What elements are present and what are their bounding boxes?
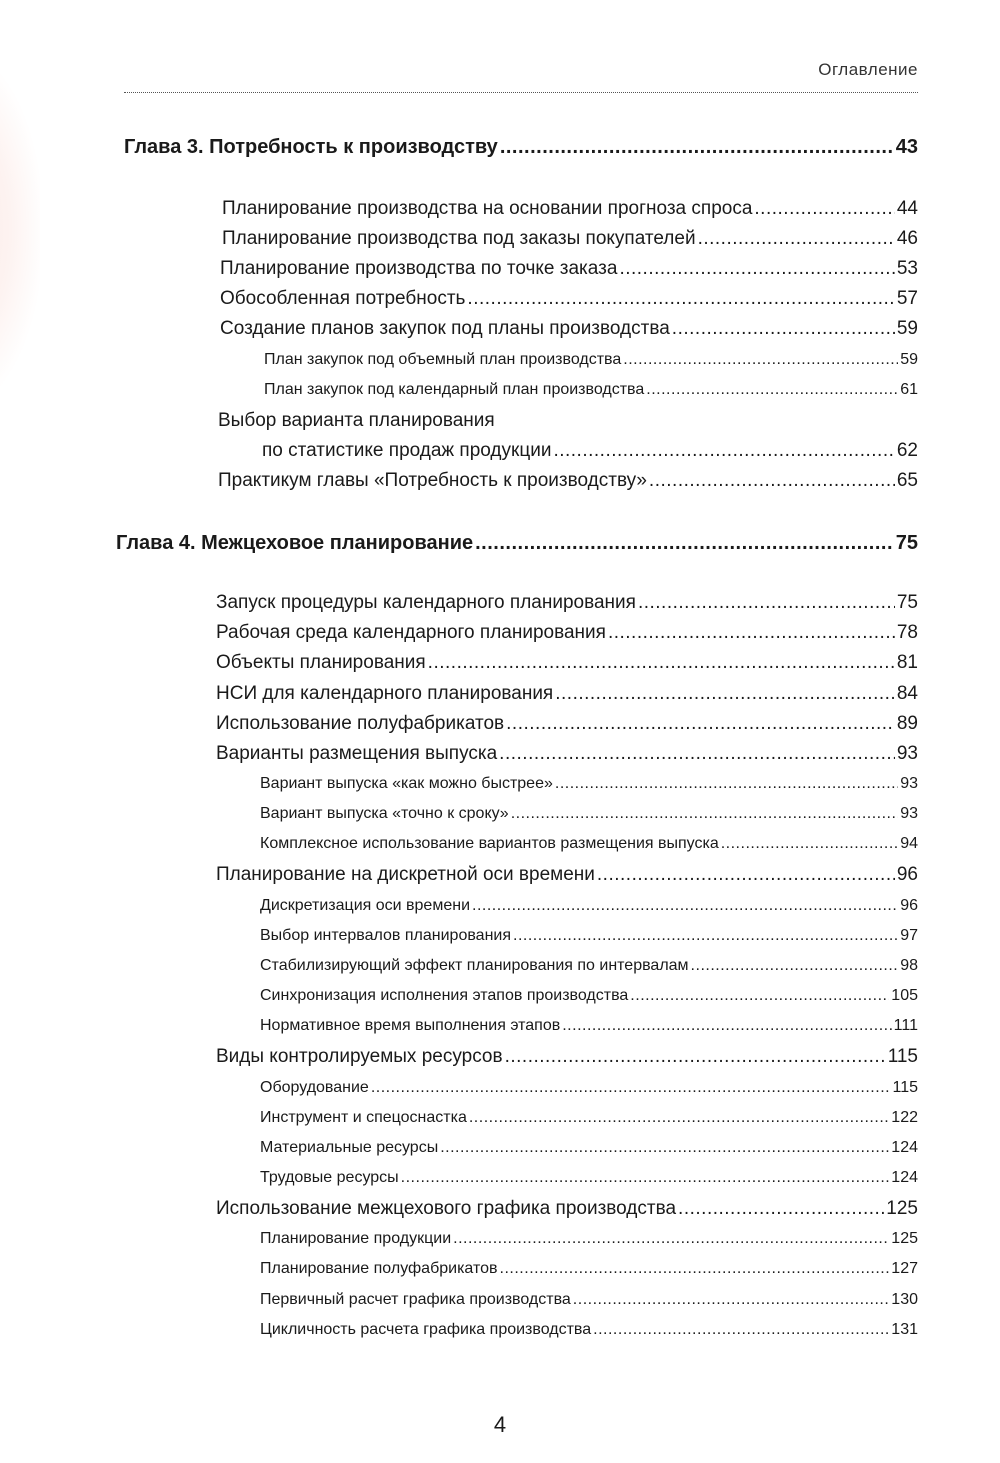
entry-title: Стабилизирующий эффект планирования по интервалам [260,957,689,974]
toc-entry[interactable] [222,228,918,250]
page-ref: 62 [896,440,918,461]
toc-subentry[interactable] [260,1169,918,1187]
toc-subentry[interactable] [260,1139,918,1157]
dot-leader [573,1291,890,1309]
toc-entry[interactable] [220,318,918,340]
entry-title: НСИ для календарного планирования [216,683,554,704]
dot-leader [472,897,898,915]
entry-title: Планирование производства на основании прогноза спроса [222,198,753,219]
paper-stain [0,60,40,400]
entry-title: Рабочая среда календарного планирования [216,622,606,643]
entry-title: Планирование полуфабрикатов [260,1260,498,1277]
toc-subentry[interactable] [260,1321,918,1339]
entry-title: Комплексное использование вариантов размещения выпуска [260,835,719,852]
toc-subentry[interactable] [260,987,918,1005]
page-ref: 46 [896,228,918,249]
dot-leader [649,470,895,492]
chapter-3-heading[interactable] [124,136,918,159]
dot-leader [401,1169,890,1187]
toc-entry[interactable] [216,683,918,705]
toc-subentry[interactable] [260,927,918,945]
page-ref: 97 [900,927,918,944]
toc-subentry[interactable] [260,1079,918,1097]
page-ref: 96 [896,864,918,885]
page-ref: 93 [896,743,918,764]
toc-subentry[interactable] [264,351,918,369]
page-ref: 94 [900,835,918,852]
toc-subentry[interactable] [260,1230,918,1248]
toc-subentry[interactable] [260,805,918,823]
entry-title: Нормативное время выполнения этапов [260,1017,561,1034]
page-ref: 75 [895,532,918,554]
page-ref: 89 [896,713,918,734]
running-header: Оглавление [818,60,918,79]
page-ref: 125 [891,1230,918,1247]
page-ref: 75 [896,592,918,613]
dot-leader [500,136,894,159]
dot-leader [630,987,889,1005]
entry-title: Дискретизация оси времени [260,897,470,914]
entry-title: Объекты планирования [216,652,426,673]
toc-entry[interactable] [216,713,918,735]
entry-title: Цикличность расчета графика производства [260,1321,592,1338]
toc-subentry[interactable] [264,381,918,399]
page-ref: 78 [896,622,918,643]
entry-title: Планирование на дискретной оси времени [216,864,595,885]
toc-subentry[interactable] [260,897,918,915]
header-rule [124,92,918,93]
dot-leader [619,258,894,280]
dot-leader [555,775,898,793]
entry-title: Первичный расчет графика производства [260,1291,571,1308]
dot-leader [623,351,898,369]
dot-leader [467,288,894,310]
page-ref: 57 [896,288,918,309]
dot-leader [475,532,894,555]
dot-leader [646,381,898,399]
page-ref: 59 [896,318,918,339]
dot-leader [513,927,898,945]
dot-leader [678,1198,884,1220]
dot-leader [593,1321,889,1339]
toc-entry[interactable] [220,258,918,280]
entry-title: Практикум главы «Потребность к производству» [218,470,647,491]
page-ref: 124 [891,1139,918,1156]
page-ref: 84 [896,683,918,704]
entry-title: Использование полуфабрикатов [216,713,505,734]
page-ref: 81 [896,652,918,673]
dot-leader [499,743,895,765]
toc-entry[interactable] [216,864,918,886]
toc-subentry[interactable] [260,1260,918,1278]
dot-leader [371,1079,891,1097]
dot-leader [597,864,895,886]
page-ref: 61 [900,381,918,398]
entry-title: Создание планов закупок под планы производства [220,318,670,339]
toc-subentry[interactable] [260,835,918,853]
entry-title: Обособленная потребность [220,288,466,309]
dot-leader [754,198,894,220]
toc-entry[interactable] [216,1046,918,1068]
entry-title: Инструмент и спецоснастка [260,1109,467,1126]
page-number: 4 [493,1412,507,1437]
entry-title: Планирование производства по точке заказа [220,258,618,279]
page-ref: 115 [892,1079,918,1096]
toc-subentry[interactable] [260,1291,918,1309]
dot-leader [506,713,895,735]
page-ref: 111 [893,1017,918,1034]
page-ref: 131 [891,1321,918,1338]
dot-leader [428,652,895,674]
dot-leader [500,1260,890,1278]
dot-leader [698,228,895,250]
toc-entry[interactable] [218,470,918,492]
entry-title-line1[interactable]: Выбор варианта планирования [218,410,495,431]
toc-entry[interactable] [222,198,918,220]
chapter-title: Глава 3. Потребность к производству [124,136,498,158]
dot-leader [672,318,895,340]
toc-entry[interactable] [216,652,918,674]
page-ref: 130 [891,1291,918,1308]
dot-leader [608,622,895,644]
entry-title: Выбор интервалов планирования [260,927,511,944]
page-ref: 98 [900,957,918,974]
toc-subentry[interactable] [260,957,918,975]
toc-subentry[interactable] [260,1017,918,1035]
entry-title: Вариант выпуска «точно к сроку» [260,805,509,822]
dot-leader [453,1230,889,1248]
dot-leader [555,683,895,705]
page-ref: 124 [891,1169,918,1186]
entry-title: Виды контролируемых ресурсов [216,1046,503,1067]
toc-entry[interactable] [220,288,918,310]
chapter-title: Глава 4. Межцеховое планирование [116,532,474,554]
entry-title: Планирование производства под заказы покупателей [222,228,696,249]
page-ref: 53 [896,258,918,279]
entry-title: Материальные ресурсы [260,1139,439,1156]
page-ref: 93 [900,775,918,792]
dot-leader [638,592,895,614]
page-ref: 115 [887,1046,918,1067]
page-ref: 44 [896,198,918,219]
toc-entry[interactable] [216,622,918,644]
page-ref: 96 [900,897,918,914]
page-ref: 59 [900,351,918,368]
page-ref: 125 [886,1198,918,1219]
chapter-4-heading[interactable] [116,532,918,555]
entry-title: Варианты размещения выпуска [216,743,498,764]
entry-title: Синхронизация исполнения этапов производства [260,987,629,1004]
entry-title: Вариант выпуска «как можно быстрее» [260,775,553,792]
dot-leader [691,957,899,975]
dot-leader [469,1109,889,1127]
toc-subentry[interactable] [260,1109,918,1127]
toc-entry[interactable] [216,1198,918,1220]
dot-leader [562,1017,891,1035]
page-ref: 105 [891,987,918,1004]
dot-leader [511,805,899,823]
entry-title: Использование межцехового графика производства [216,1198,677,1219]
page-ref: 43 [895,136,918,158]
page-ref: 122 [891,1109,918,1126]
toc-entry[interactable] [262,440,918,462]
toc-entry[interactable] [216,743,918,765]
page-ref: 127 [891,1260,918,1277]
entry-title: План закупок под объемный план производства [264,351,622,368]
entry-title: Трудовые ресурсы [260,1169,399,1186]
page-ref: 65 [896,470,918,491]
dot-leader [721,835,898,853]
dot-leader [553,440,894,462]
page-ref: 93 [900,805,918,822]
dot-leader [505,1046,886,1068]
entry-title: Планирование продукции [260,1230,452,1247]
toc-entry[interactable] [216,592,918,614]
entry-title: Запуск процедуры календарного планирования [216,592,636,613]
entry-title: по статистике продаж продукции [262,440,552,461]
entry-title: Оборудование [260,1079,369,1096]
toc-subentry[interactable] [260,775,918,793]
dot-leader [440,1139,889,1157]
entry-title: План закупок под календарный план производства [264,381,645,398]
